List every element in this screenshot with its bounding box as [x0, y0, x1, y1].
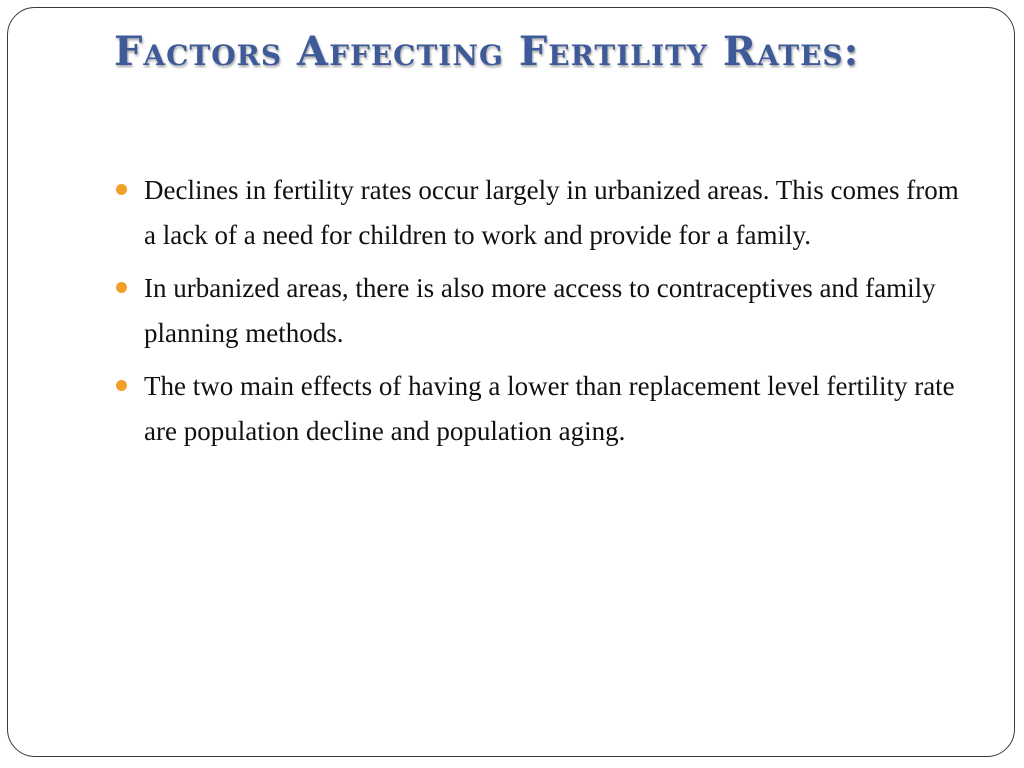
- bullet-dot-icon: [116, 380, 127, 391]
- bullet-item: [114, 168, 974, 258]
- bullet-item: [114, 364, 974, 454]
- bullet-dot-icon: [116, 184, 127, 195]
- bullet-item: [114, 266, 974, 356]
- slide-title: Factors Affecting Fertility Rates:: [114, 28, 860, 75]
- bullet-text: Declines in fertility rates occur largely in urbanized areas. This comes from a lack of a need for children to work and provide for a family.: [144, 175, 959, 250]
- bullet-text: The two main effects of having a lower than replacement level fertility rate are population decline and population aging.: [144, 371, 955, 446]
- bullet-dot-icon: [116, 282, 127, 293]
- bullet-list: [114, 168, 974, 462]
- bullet-text: In urbanized areas, there is also more access to contraceptives and family planning methods.: [144, 273, 936, 348]
